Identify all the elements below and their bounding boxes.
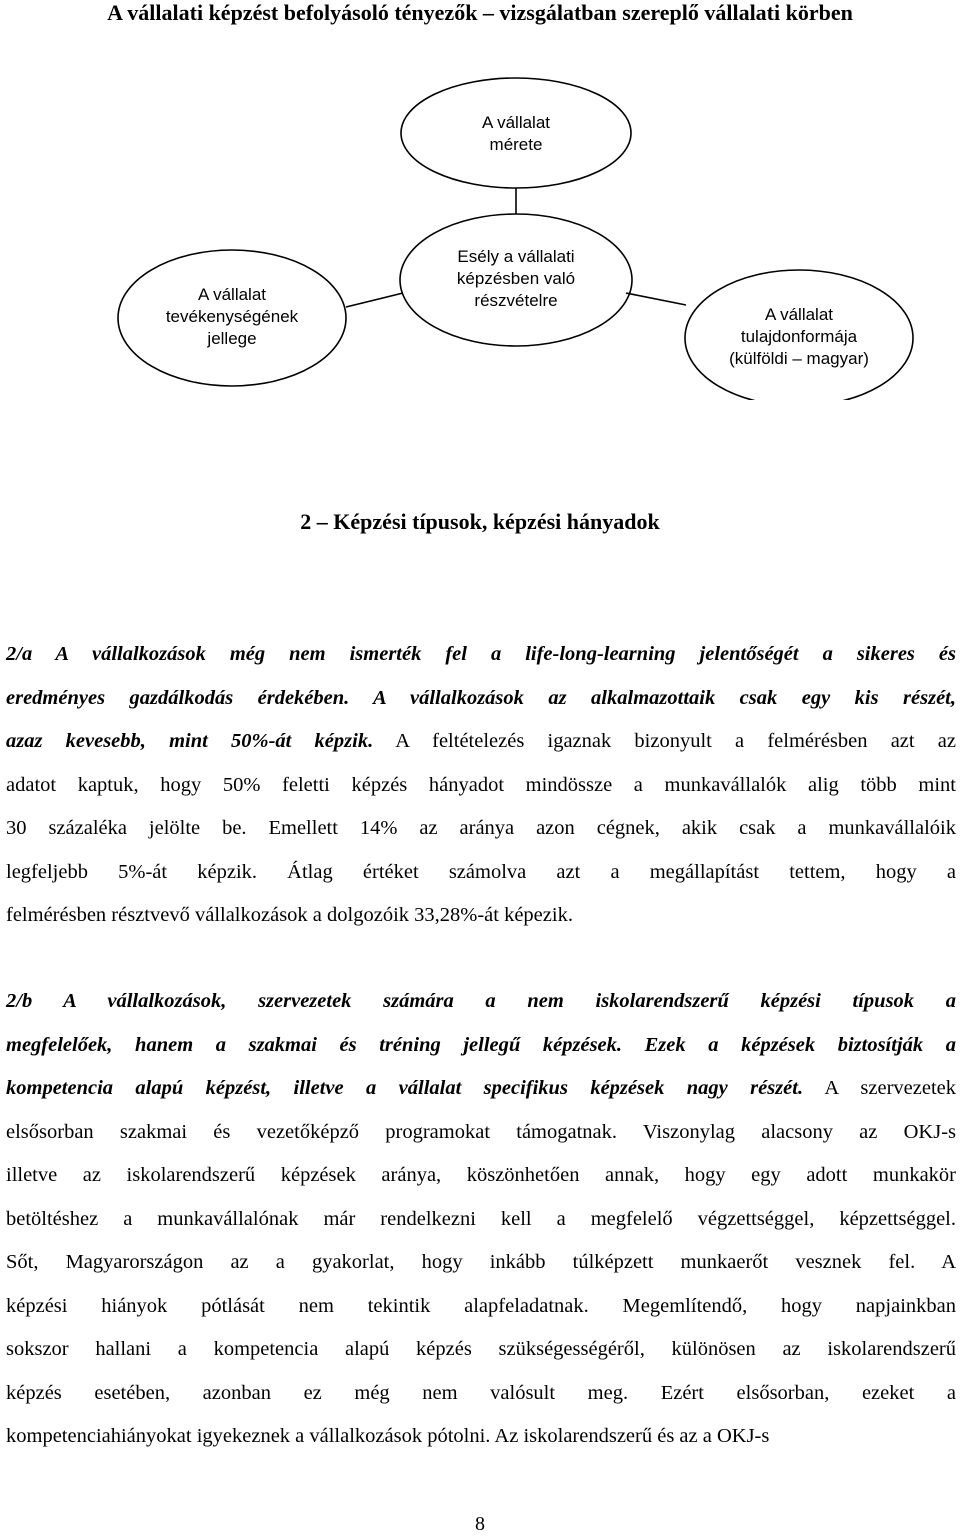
node-center-label: [416, 246, 616, 312]
text-line: [6, 764, 956, 808]
connector-right: [626, 293, 686, 305]
section-heading: 2 – Képzési típusok, képzési hányadok: [300, 509, 660, 534]
text-line: [6, 1372, 956, 1416]
text-line: [6, 633, 956, 677]
node-text-line: (külföldi – magyar): [729, 349, 869, 368]
paragraph-2a: [6, 633, 956, 938]
node-text-line: A vállalat: [764, 305, 834, 324]
emphasis-text: azaz kevesebb, mint 50%-át képzik.: [6, 730, 374, 752]
body-text: kompetenciahiányokat igyekeznek a vállalkozások pótolni. Az iskolarendszerű és az a OKJ-s: [6, 1425, 770, 1447]
node-text-line: Esély a vállalati: [457, 247, 575, 266]
node-right-label: [699, 304, 899, 370]
text-line: [6, 1241, 956, 1285]
text-line: [6, 1328, 956, 1372]
page-title: A vállalati képzést befolyásoló tényezők – vizsgálatban szereplő vállalati körben: [107, 0, 853, 25]
node-text-line: A vállalat: [197, 285, 267, 304]
body-text: elsősorban szakmai és vezetőképző programokat támogatnak. Viszonylag alacsony az OKJ-s: [6, 1120, 956, 1143]
node-text-line: részvételre: [474, 291, 558, 310]
node-text-line: képzésben való: [456, 269, 576, 288]
node-text-line: tulajdonformája: [740, 327, 858, 346]
body-text: képzés esetében, azonban ez még nem valósult meg. Ezért elsősorban, ezeket a: [6, 1381, 956, 1404]
node-text-line: mérete: [489, 135, 543, 154]
text-line: [6, 980, 956, 1024]
node-top-label: [416, 112, 616, 156]
text-line: [6, 1024, 956, 1068]
text-line: [6, 720, 956, 764]
text-line: [6, 1198, 956, 1242]
node-text-line: jellege: [207, 329, 257, 348]
text-line: [6, 1285, 956, 1329]
body-text: képzési hiányok pótlását nem tekintik alapfeladatnak. Megemlítendő, hogy napjainkban: [6, 1294, 956, 1317]
text-line: [6, 1415, 956, 1459]
emphasis-text: 2/b A vállalkozások, szervezetek számára a nem iskolarendszerű képzési típusok a: [6, 990, 956, 1012]
body-text: A feltételezés igaznak bizonyult a felmérésben azt az: [373, 730, 956, 752]
paragraph-2b: [6, 980, 956, 1459]
body-text: betöltéshez a munkavállalónak már rendelkezni kell a megfelelő végzettséggel, képzettséggel.: [6, 1207, 956, 1230]
connector-left: [346, 293, 403, 307]
text-line: [6, 677, 956, 721]
emphasis-text: kompetencia alapú képzést, illetve a vállalat specifikus képzések nagy részét.: [6, 1077, 804, 1099]
text-line: [6, 851, 956, 895]
text-line: [6, 1154, 956, 1198]
body-text: felmérésben résztvevő vállalkozások a dolgozóik 33,28%-át képezik.: [6, 904, 573, 926]
text-line: [6, 1111, 956, 1155]
emphasis-text: 2/a A vállalkozások még nem ismerték fel a life-long-learning jelentőségét a sikeres és: [6, 643, 956, 665]
node-text-line: A vállalat: [481, 113, 551, 132]
node-left-label: [132, 284, 332, 350]
body-text: adatot kaptuk, hogy 50% feletti képzés hányadot mindössze a munkavállalók alig több mint: [6, 773, 956, 796]
text-line: [6, 1067, 956, 1111]
page-number: 8: [475, 1513, 485, 1535]
emphasis-text: megfelelőek, hanem a szakmai és tréning jellegű képzések. Ezek a képzések biztosítják a: [6, 1033, 956, 1056]
body-text: 30 százaléka jelölte be. Emellett 14% az aránya azon cégnek, akik csak a munkavállalóik: [6, 817, 956, 839]
text-line: [6, 894, 956, 938]
body-text: illetve az iskolarendszerű képzések aránya, köszönhetően annak, hogy egy adott munkakör: [6, 1164, 956, 1186]
body-text: legfeljebb 5%-át képzik. Átlag értéket számolva azt a megállapítást tettem, hogy a: [6, 860, 956, 883]
body-text: Sőt, Magyarországon az a gyakorlat, hogy inkább túlképzett munkaerőt vesznek fel. A: [6, 1251, 956, 1273]
body-text: sokszor hallani a kompetencia alapú képzés szükségességéről, különösen az iskolarendszerű: [6, 1338, 956, 1360]
body-text: A szervezetek: [803, 1077, 956, 1099]
text-line: [6, 807, 956, 851]
emphasis-text: eredményes gazdálkodás érdekében. A vállalkozások az alkalmazottaik csak egy kis részét,: [6, 686, 956, 709]
node-text-line: tevékenységének: [165, 307, 299, 326]
